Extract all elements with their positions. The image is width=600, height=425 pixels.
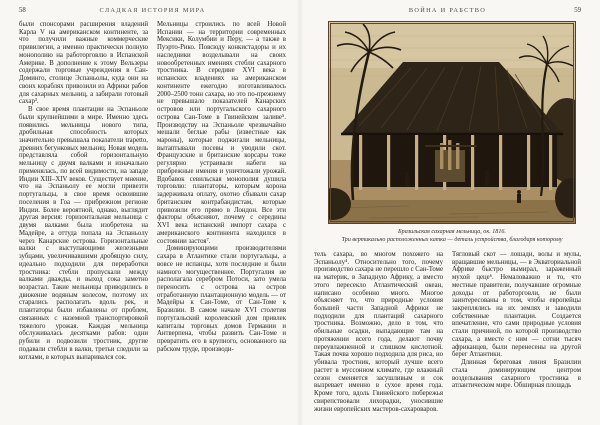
body-paragraph: тель сахара, во многом похожего на Эспаньолу⁴. Относительно того, почему производство сахара не перешло с Сан-Томе на материк, в Западную Африку, а вместо этого пересекло Атлантический океан, написано особенно много. Многое объясняет то, что природные условия большей части Западной Африки не подходили для плантаций сахарного тростника. Возможно, дело в том, что обильные осадки, выпадающие там на протяжении всего года, делают почву переувлажненной и слишком кислотной. Такая почва хорошо подходила для риса, но убивала тростник, который лучше всего растет в муссонном климате, где влажный сезон сменяется засушливым и сок вызревает именно в сухое время года. Кроме того, вдоль Гвинейского побережья свирепствовали лихорадки, уносившие жизни европейских мастеров-сахароваров. [314,250,443,413]
running-head-right [314,7,581,14]
page-number-right: 59 [574,7,581,14]
left-page-columns [19,21,286,361]
page-right [300,0,600,425]
right-page-column-2 [452,251,581,413]
body-paragraph: Тягловый скот — лошади, волы и мулы, вращавшие мельницы, — в Экваториальной Африке быстро вымирал, зараженный мухой цеце⁶. Немаловажно и то, что местные правители, получавшие огромные доходы от работорговли, не были заинтересованы в том, чтобы европейцы закреплялись на их землях и заводили собственные плантации. Создается впечатление, что сами природные условия стали причиной, по которой производство сахара, а вместе с ним — сотни тысяч африканцев, были перенесены на другой берег Атлантики. [452,250,581,359]
body-paragraph: Мельницы строились по всей Новой Испании — на территории современных Мексики, Колумбии и Перу, — а также в Пуэрто-Рико. Повсюду конкистадоры и их наследники возделывали на своих новообретенных имениях стебли сахарного тростника. В середине XVI века в испанских владениях на американском континенте ежегодно изготавливалось 2000–2500 тонн сахара, но это по-прежнему не превышало показателей Канарских островов или португальского сахарного острова Сан-Томе в Гвинейском заливе⁵. Производству на Эспаньоле чрезвычайно мешали беглые рабы (известные как мароны), которые поджигали мельницы, вытаптывали посевы и уводили скот. Французские и британские корсары тоже регулярно устраивали набеги на прибрежные имения и уничтожали урожай. Вдобавок севильская монополия душила торговлю: плантаторы, которым корона задерживала оплату, охотно сбывали сахар британским контрабандистам, которые привозили его прямо в Лондон. Все эти факторы объясняют, почему с середины XVI века испанский импорт сахара с американского континента находился в состоянии застоя⁷. [157,21,286,245]
figure-caption-line-2: Три вертикально расположенных катка — деталь устройства, благодаря которому [341,236,563,243]
sugar-mill-illustration [329,22,575,223]
figure-caption-line-1: Бразильская сахарная мельница, ок. 1816. [398,229,506,235]
figure-caption [328,229,576,245]
body-paragraph: Доминирующими производителями сахара в Атлантике стали португальцы, а вовсе не испанцы, хотя последние и были намного могущественнее. Португалия не располагала серебром Потоси, зато умела переносить с острова на остров отработанную плантационную модель — от Мадейры к Сан-Томе, от Сан-Томе к Бразилии. В самом начале XVI столетия португальский королевский дом привлек капиталы торговых домов Германии и Антверпена, чтобы развить Сан-Томе и превратить его в крупного, основанного на рабском труде, производи- [157,245,286,353]
right-page-column-1 [314,251,443,413]
body-paragraph: Длинная береговая линия Бразилии стала доминирующим центром возделывания сахарного тростника в атлантическом мире. Обширная площадь [452,359,581,390]
left-page-column-2 [157,21,286,361]
sugar-mill-engraving-image [328,21,576,224]
sugar-mill-figure [328,21,576,245]
body-paragraph: В свое время плантации на Эспаньоле были крупнейшими в мире. Именно здесь появились мельницы нового типа, дробильная способность которых значительно превышала показатели trapetto, древних бегунковых мельниц. Новая модель представляла собой горизонтальную мельницу с двумя валками и изначально применялась, по всей видимости, на западе Индии XIII–XIV веков. Существует мнение, что на Эспаньолу ее могли привезти португальцы, в свое время освоившие поселения в Гоа — прибрежном регионе Индии. Более вероятной, однако, выглядит другая версия: горизонтальная мельница с двумя валками была изобретена на Мадейре, а оттуда попала на Эспаньолу через Канарские острова. Горизонтальные валки с выступающими железными зубцами, увеличивавшими дробящую силу, идеально подходили для переработки тростника: стебли пропускали между валками дважды, и выход сока заметно возрастал. Такие мельницы приводились в движение водяным колесом, поэтому их старались располагать вдоль рек, и плантаторы были избавлены от проблем, связанных с наземной транспортировкой тяжелого урожая. Каждая мельница обслуживалась десятками рабов: одни рубили и подвозили тростник, другие подавали стебли в валки, третьи следили за котлами, в которых выпаривался сок. [19,106,148,361]
running-head-left [19,7,286,14]
right-page-columns [314,251,581,413]
left-page-column-1 [19,21,148,361]
running-title-left: СЛАДКАЯ ИСТОРИЯ МИРА [99,7,206,14]
page-number-left: 58 [19,7,26,14]
body-paragraph: были спонсорами расширения владений Карла V на американском континенте, за что получили важные коммерческие привилегии, а именно практически полную монополию на работорговлю в Испанской Америке. В дополнение к этому Вельзеры содержали торговые учреждения в Сан-Доминго, столице Эспаньолы, куда они на своих кораблях привозили из Африки рабов для сахарных мельниц, а забирали готовый сахар³. [19,21,148,106]
running-title-right: ВОЙНА И РАБСТВО [408,7,487,14]
